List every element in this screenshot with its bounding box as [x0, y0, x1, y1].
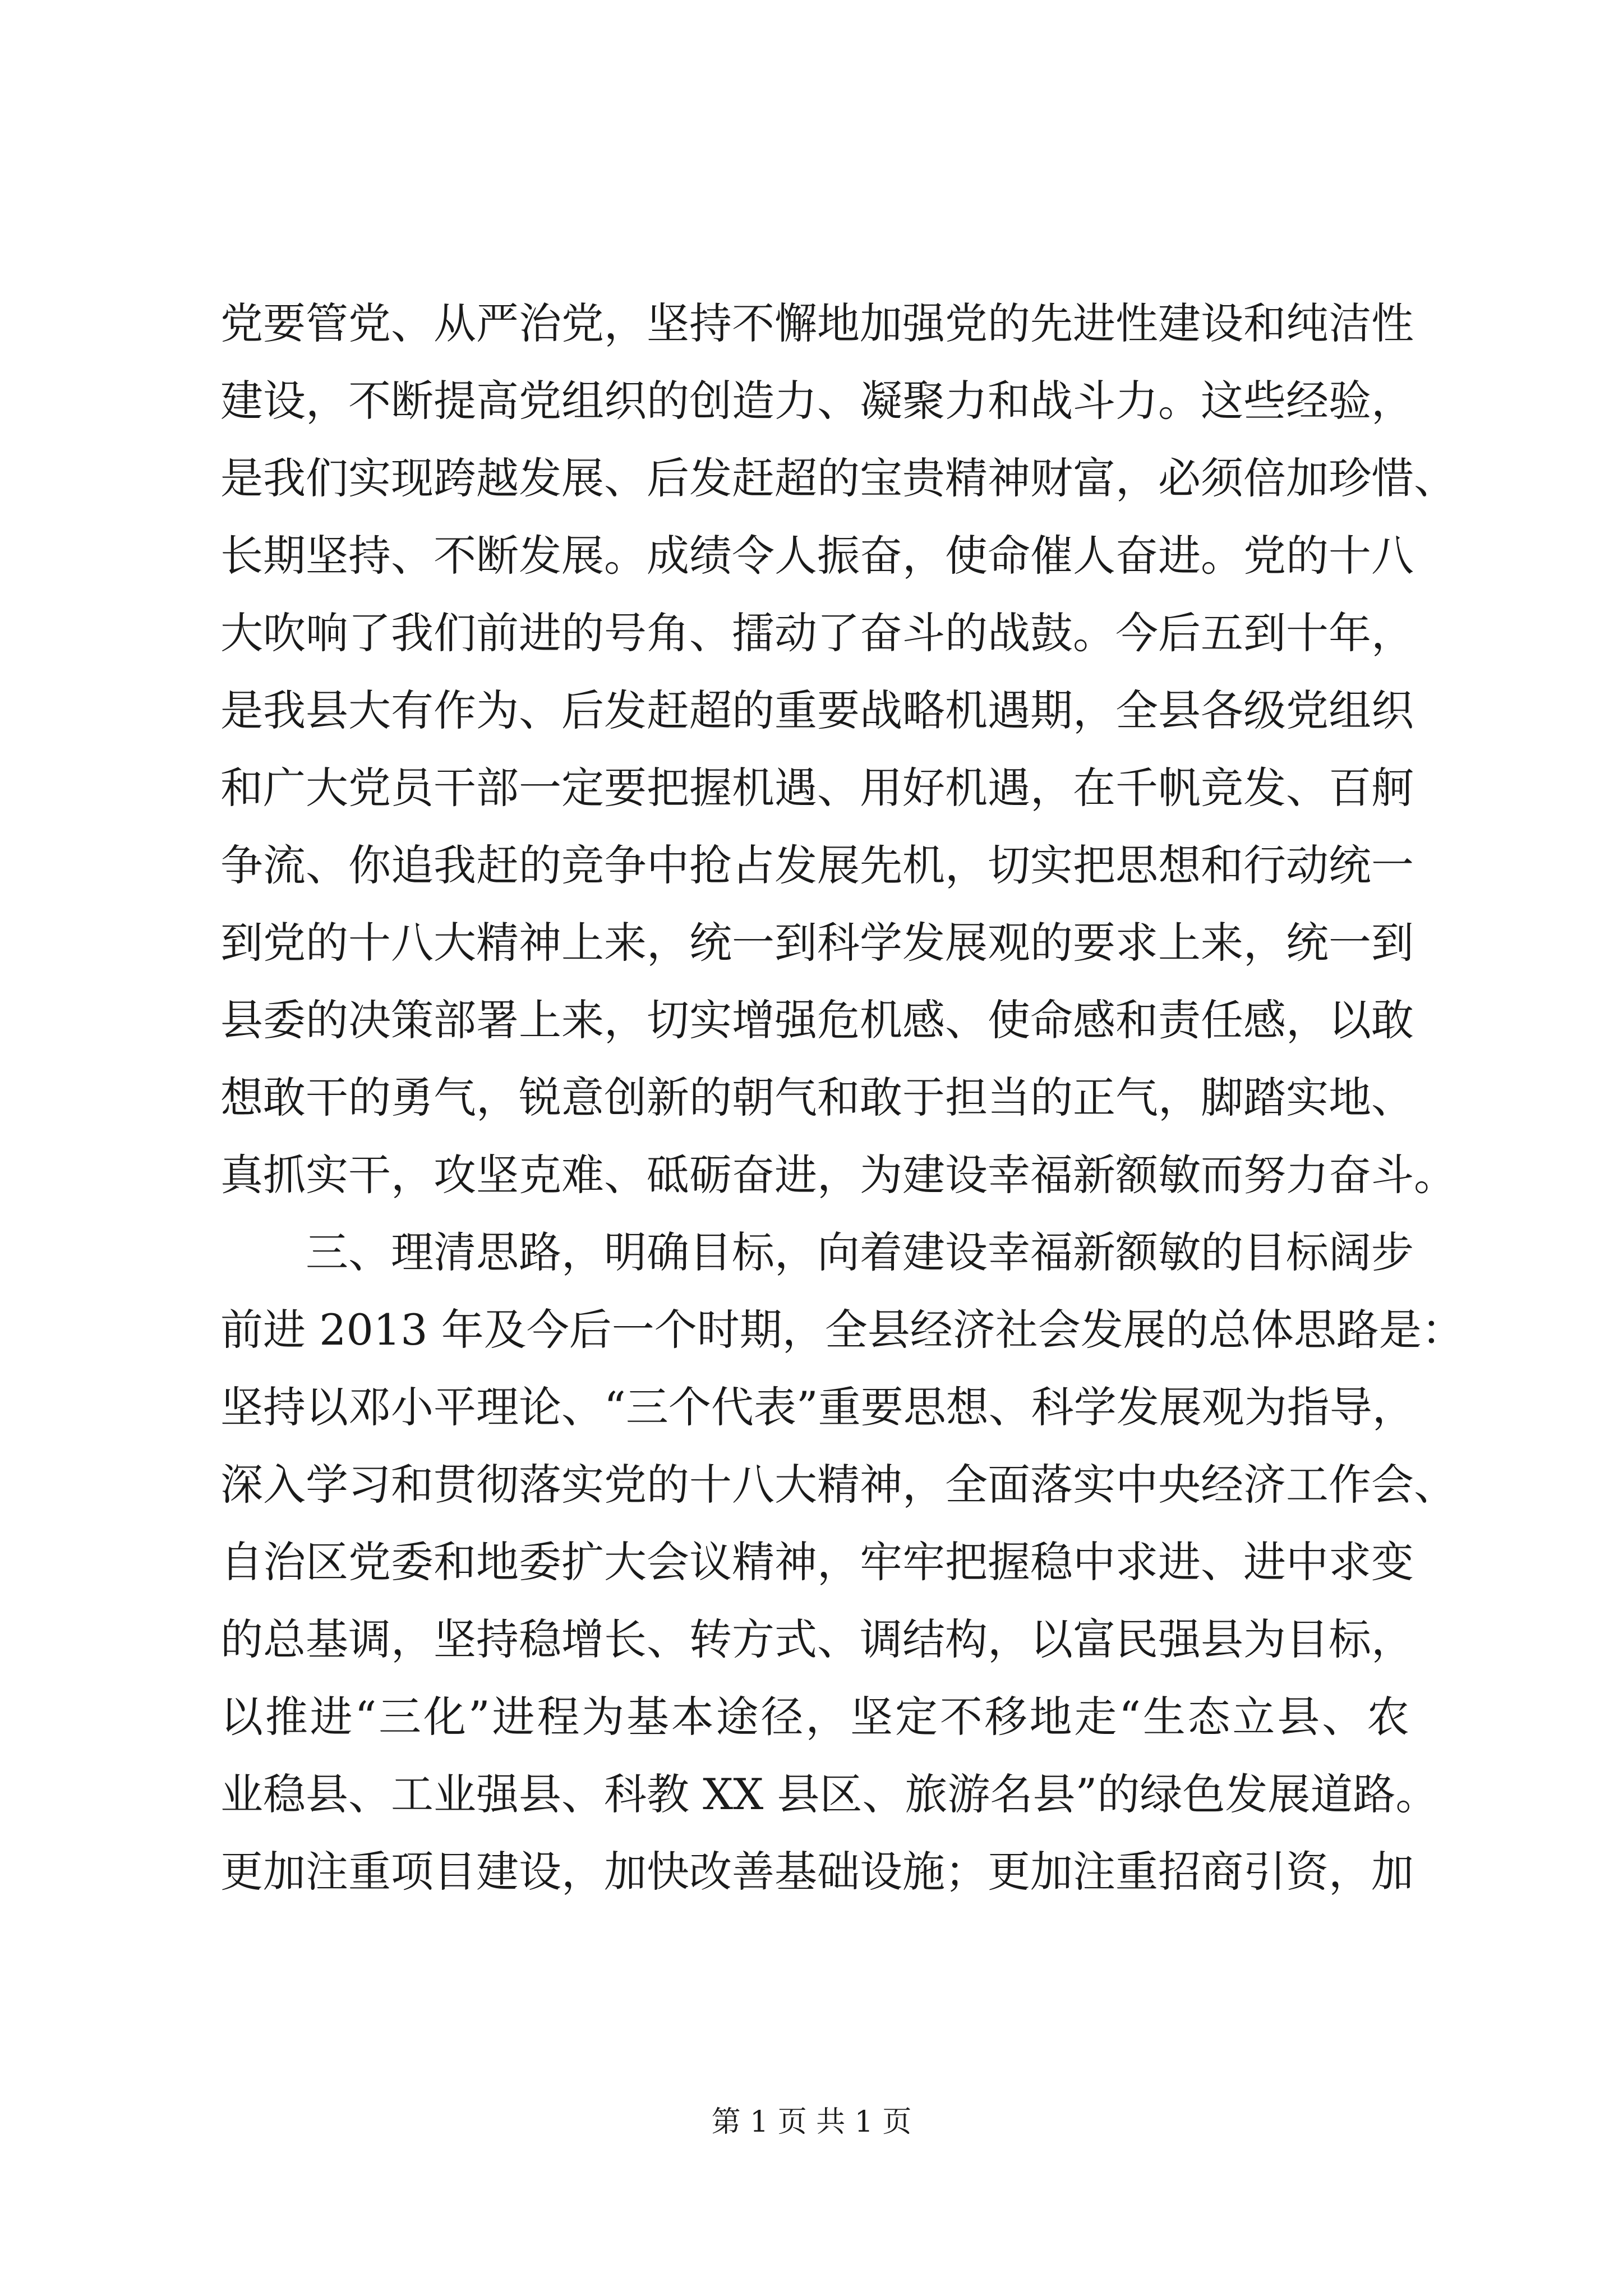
- text-line: 坚持以邓小平理论、“三个代表”重要思想、科学发展观为指导，: [220, 1382, 1415, 1432]
- text-line: 更加注重项目建设，加快改善基础设施；更加注重招商引资，加: [220, 1847, 1414, 1897]
- text-line: 自治区党委和地委扩大会议精神，牢牢把握稳中求进、进中求变: [220, 1537, 1414, 1587]
- text-line: 到党的十八大精神上来，统一到科学发展观的要求上来，统一到: [220, 918, 1414, 968]
- paragraph-2: [220, 1214, 1464, 1911]
- text-line: 深入学习和贯彻落实党的十八大精神，全面落实中央经济工作会、: [220, 1460, 1456, 1510]
- text-line: 长期坚持、不断发展。成绩令人振奋，使命催人奋进。党的十八: [220, 531, 1414, 581]
- text-line: 是我们实现跨越发展、后发赶超的宝贵精神财富，必须倍加珍惜、: [220, 453, 1456, 503]
- text-line: 想敢干的勇气，锐意创新的朝气和敢于担当的正气，脚踏实地、: [220, 1073, 1414, 1122]
- text-line: 建设，不断提高党组织的创造力、凝聚力和战斗力。这些经验，: [220, 376, 1414, 426]
- document-body: [220, 285, 1464, 1911]
- text-line: 党要管党、从严治党，坚持不懈地加强党的先进性建设和纯洁性: [220, 298, 1414, 348]
- text-line: 是我县大有作为、后发赶超的重要战略机遇期，全县各级党组织: [220, 685, 1414, 735]
- text-line: 县委的决策部署上来，切实增强危机感、使命感和责任感，以敢: [220, 995, 1414, 1045]
- text-line: 大吹响了我们前进的号角、擂动了奋斗的战鼓。今后五到十年，: [220, 608, 1414, 658]
- text-line: 真抓实干，攻坚克难、砥砺奋进，为建设幸福新额敏而努力奋斗。: [220, 1150, 1456, 1200]
- text-line: 争流、你追我赶的竞争中抢占发展先机，切实把思想和行动统一: [220, 840, 1414, 890]
- text-line: 的总基调，坚持稳增长、转方式、调结构，以富民强县为目标，: [220, 1614, 1414, 1664]
- text-line: 和广大党员干部一定要把握机遇、用好机遇，在千帆竞发、百舸: [220, 763, 1414, 813]
- page-number-label: 第 1 页 共 1 页: [711, 2105, 912, 2139]
- text-line: 以推进“三化”进程为基本途径，坚定不移地走“生态立县、农: [220, 1692, 1409, 1742]
- text-line: 三、理清思路，明确目标，向着建设幸福新额敏的目标阔步: [306, 1227, 1414, 1277]
- paragraph-1: [220, 285, 1456, 1214]
- text-line: 前进 2013 年及今后一个时期，全县经济社会发展的总体思路是：: [220, 1305, 1464, 1355]
- page-footer: [0, 2098, 1623, 2140]
- text-line: 业稳县、工业强县、科教 XX 县区、旅游名县”的绿色发展道路。: [220, 1769, 1438, 1819]
